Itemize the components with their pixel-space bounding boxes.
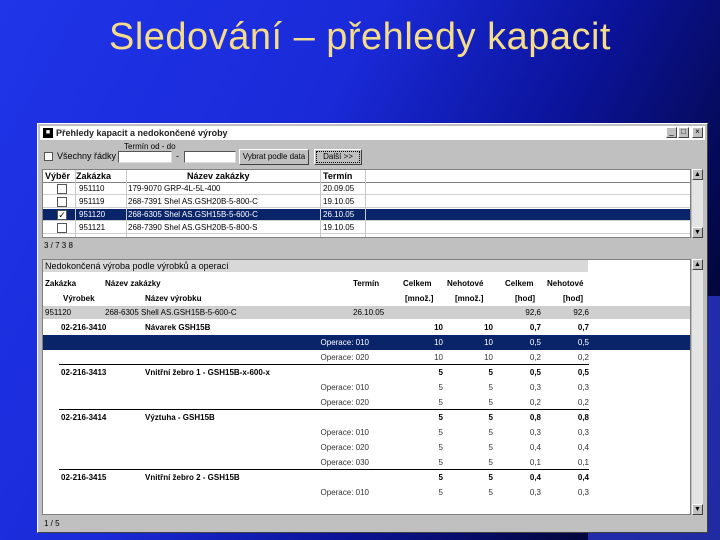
qty-remaining: 10 [484,338,493,347]
qty-total: 10 [434,338,443,347]
qty-remaining: 5 [488,428,493,437]
qty-remaining: 5 [488,473,493,482]
order-name: 268-6305 Shel AS.GSH15B-5-600-C [128,210,258,219]
order-row-checkbox[interactable] [57,184,67,194]
operation-label: Operace: 010 [320,488,369,497]
product-row[interactable] [43,320,690,335]
col-select-header: Výběr [45,171,71,181]
term-label: Termín od - do [124,142,176,151]
wip-counter: 1 / 5 [44,519,60,528]
product-name: Vnitřní žebro 2 - GSH15B [145,473,240,482]
scroll-down-icon[interactable]: ▼ [692,227,703,238]
product-code: 02-216-3415 [61,473,107,482]
group-divider [59,469,589,470]
column-divider [365,170,366,237]
qty-remaining: 10 [484,353,493,362]
qty-total: 5 [438,443,443,452]
operation-label: Operace: 020 [320,443,369,452]
next-button[interactable]: Další >> [314,149,362,165]
summary-term: 26.10.05 [353,308,385,317]
qty-total: 5 [438,398,443,407]
summary-hours-total: 92,6 [525,308,541,317]
date-from-input[interactable] [118,151,172,163]
col-remaining-qty-unit: [množ.] [455,294,484,303]
orders-grid-scrollbar[interactable] [691,169,703,238]
wip-grid [42,259,691,515]
operation-label: Operace: 020 [320,398,369,407]
order-number: 951121 [79,223,106,232]
wip-grid-caption: Nedokončená výroba podle výrobků a operací [43,260,588,272]
col-total-qty-header: Celkem [403,279,432,288]
product-row[interactable] [43,365,690,380]
col-term-header: Termín [323,171,353,181]
hours-remaining: 0,2 [577,398,589,407]
wip-header-row-1 [43,278,690,290]
col-remaining-hours-unit: [hod] [563,294,583,303]
col-order-name-header: Název zakázky [187,171,250,181]
product-name: Návarek GSH15B [145,323,211,332]
minimize-button[interactable]: _ [666,127,677,138]
hours-remaining: 0,1 [577,458,589,467]
hours-remaining: 0,3 [577,488,589,497]
operation-row[interactable] [43,425,690,440]
order-date: 19.10.05 [323,223,355,232]
operation-row[interactable] [43,395,690,410]
product-name: Vnitřní žebro 1 - GSH15B-x-600-x [145,368,270,377]
qty-total: 5 [438,383,443,392]
hours-remaining: 0,3 [577,383,589,392]
wip-header-row-2 [43,293,690,305]
operation-label: Operace: 030 [320,458,369,467]
maximize-button[interactable]: □ [678,127,689,138]
column-divider [75,170,76,237]
hours-total: 0,5 [529,338,541,347]
order-number: 951120 [79,210,106,219]
operation-label: Operace: 010 [320,338,369,347]
qty-remaining: 5 [488,458,493,467]
col-total-hours-unit: [hod] [515,294,535,303]
order-row-selected[interactable] [43,209,690,221]
order-name: 179-9070 GRP-4L-5L-400 [128,184,221,193]
qty-total: 5 [438,473,443,482]
qty-total: 5 [438,368,443,377]
summary-hours-remaining: 92,6 [573,308,589,317]
qty-remaining: 5 [488,368,493,377]
order-row[interactable] [43,196,690,208]
window-controls [666,127,703,138]
window-title: Přehledy kapacit a nedokončené výroby [56,128,228,138]
hours-remaining: 0,5 [577,338,589,347]
hours-total: 0,7 [529,323,541,332]
qty-remaining: 5 [488,398,493,407]
qty-remaining: 5 [488,413,493,422]
hours-total: 0,2 [529,398,541,407]
product-name: Výztuha - GSH15B [145,413,215,422]
hours-remaining: 0,8 [577,413,589,422]
qty-total: 5 [438,428,443,437]
product-code: 02-216-3410 [61,323,107,332]
operation-row[interactable] [43,440,690,455]
order-name: 268-7390 Shel AS.GSH20B-5-800-S [128,223,258,232]
orders-grid-header [43,170,690,183]
col-remaining-qty-header: Nehotové [447,279,484,288]
hours-remaining: 0,5 [577,368,589,377]
qty-total: 5 [438,413,443,422]
col-product-name-header: Název výrobku [145,294,202,303]
order-row[interactable] [43,222,690,234]
window-titlebar[interactable] [40,126,705,140]
product-code: 02-216-3414 [61,413,107,422]
all-rows-checkbox[interactable] [44,152,53,161]
hours-total: 0,3 [529,488,541,497]
hours-total: 0,8 [529,413,541,422]
column-divider [320,170,321,237]
group-divider [59,364,589,365]
summary-name: 268-6305 Shell AS.GSH15B-5-600-C [105,308,237,317]
col-total-hours-header: Celkem [505,279,534,288]
orders-grid [42,169,691,238]
order-date: 26.10.05 [323,210,355,219]
order-row-checkbox[interactable] [57,223,67,233]
hours-total: 0,1 [529,458,541,467]
hours-remaining: 0,2 [577,353,589,362]
hours-total: 0,4 [529,473,541,482]
wip-grid-scrollbar[interactable] [691,259,703,515]
operation-label: Operace: 010 [320,428,369,437]
scroll-down-icon[interactable]: ▼ [692,504,703,515]
order-number: 951119 [79,197,105,206]
operation-label: Operace: 010 [320,383,369,392]
operation-row[interactable] [43,485,690,500]
qty-total: 5 [438,458,443,467]
date-separator: - [176,151,179,161]
hours-total: 0,4 [529,443,541,452]
select-by-date-button[interactable]: Vybrat podle data [239,149,309,165]
order-name: 268-7391 Shel AS.GSH20B-5-800-C [128,197,258,206]
qty-total: 10 [434,353,443,362]
slide-title: Sledování – přehledy kapacit [109,16,611,58]
operation-label: Operace: 020 [320,353,369,362]
qty-remaining: 5 [488,443,493,452]
col-remaining-hours-header: Nehotové [547,279,584,288]
app-icon: ■ [43,128,53,138]
product-row[interactable] [43,470,690,485]
col-total-qty-unit: [množ.] [405,294,434,303]
qty-remaining: 10 [484,323,493,332]
qty-total: 5 [438,488,443,497]
date-to-input[interactable] [184,151,236,163]
col-order-header: Zakázka [76,171,112,181]
operation-row[interactable] [43,455,690,470]
qty-remaining: 5 [488,488,493,497]
product-row[interactable] [43,410,690,425]
order-date: 20.09.05 [323,184,355,193]
product-code: 02-216-3413 [61,368,107,377]
order-row[interactable] [43,183,690,195]
col-product-header: Výrobek [63,294,95,303]
capacity-overview-window [37,123,708,533]
col-order-header: Zakázka [45,279,77,288]
all-rows-label: Všechny řádky [57,151,117,161]
close-button[interactable]: × [692,127,703,138]
order-number: 951110 [79,184,105,193]
scroll-up-icon[interactable]: ▲ [692,259,703,270]
order-row-checkbox-checked[interactable]: ✓ [58,210,66,220]
order-row-checkbox[interactable] [57,197,67,207]
summary-order: 951120 [45,308,72,317]
operation-row[interactable] [43,350,690,365]
hours-remaining: 0,3 [577,428,589,437]
group-divider [59,409,589,410]
hours-remaining: 0,4 [577,443,589,452]
qty-remaining: 5 [488,383,493,392]
wip-order-summary-row[interactable] [43,306,690,319]
column-divider [126,170,127,237]
hours-remaining: 0,7 [577,323,589,332]
scroll-up-icon[interactable]: ▲ [692,169,703,180]
hours-total: 0,2 [529,353,541,362]
col-term-header: Termín [353,279,380,288]
operation-row[interactable] [43,380,690,395]
filter-bar [42,144,702,166]
hours-total: 0,3 [529,383,541,392]
col-order-name-header: Název zakázky [105,279,161,288]
orders-counter: 3 / 7 3 8 [44,241,73,250]
hours-remaining: 0,4 [577,473,589,482]
order-date: 19.10.05 [323,197,355,206]
operation-row[interactable] [43,335,690,350]
hours-total: 0,5 [529,368,541,377]
qty-total: 10 [434,323,443,332]
hours-total: 0,3 [529,428,541,437]
